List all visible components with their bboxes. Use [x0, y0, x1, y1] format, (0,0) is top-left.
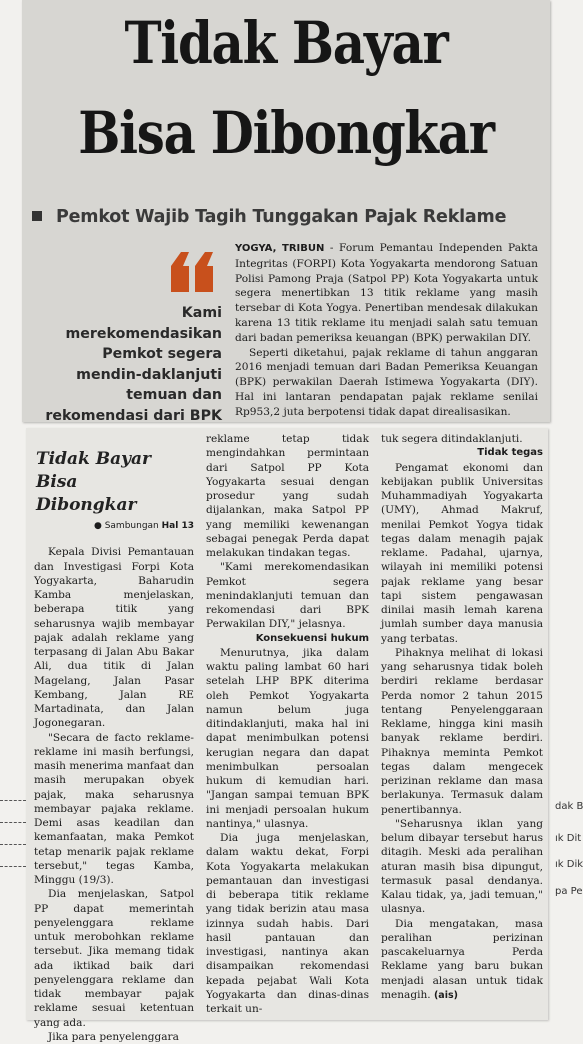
paragraph: Jika para penyelenggara: [48, 1030, 179, 1043]
lead-paragraphs: [235, 241, 538, 420]
paragraph: reklame tetap tidak mengindahkan permintaan dari Satpol PP Kota Yogyakarta sesuai dengan prosedur yang sudah dijalankan, maka Satpol PP yang memiliki kewenangan sebagai penegak Perda dapat melakukan tindakan tegas.: [206, 433, 369, 559]
paragraph: Menurutnya, jika dalam waktu paling lambat 60 hari setelah LHP BPK diterima oleh Pemkot Yogyakarta namun belum juga ditindaklanjuti, maka hal ini dapat menimbulkan potensi kerugian negara dan dapat menimbulkan persoalan hukum di kemudian hari. "Jangan sampai temuan BPK ini menjadi persoalan hukum nantinya," ulasnya.: [206, 646, 369, 830]
author-signoff: (ais): [433, 989, 458, 1001]
section-heading-konsekuensi: Konsekuensi hukum: [255, 632, 369, 644]
paragraph: "Kami merekomendasikan Pemkot segera menindaklanjuti temuan dan rekomendasi dari BPK Perwakilan DIY," jelasnya.: [206, 561, 369, 631]
paragraph: Dia mengatakan, masa peralihan perizinan pascakeluarnya Perda Reklame yang baru bukan menjadi alasan untuk tidak menagih. (ais): [381, 917, 543, 1001]
article-top-clipping: [22, 0, 550, 422]
quote-marks-icon: [167, 248, 219, 296]
article-continuation-clipping: [26, 428, 548, 1043]
edge-text-fragment: ık Dit: [555, 833, 582, 844]
paragraph: Kepala Divisi Pemantauan dan Investigasi Forpi Kota Yogyakarta, Baharudin Kamba menjelaskan, beberapa titik yang seharusnya wajib membayar pajak adalah reklame yang terpasang di Jalan Abu Bakar Ali, dua titik di Jalan Magelang, Jalan Pasar Kembang, Jalan RE Martadinata, dan Jalan Jogonegaran.: [34, 546, 194, 730]
column-2: [206, 432, 369, 1016]
edge-text-fragment: pa Pe: [555, 886, 583, 897]
subheadline: Pemkot Wajib Tagih Tunggakan Pajak Reklame: [32, 207, 506, 227]
paragraph: tuk segera ditindaklanjuti.: [381, 433, 523, 445]
column-1: [34, 434, 194, 1044]
edge-text-fragment: ık Dik: [555, 859, 583, 870]
bullet-dot-icon: ●: [93, 521, 102, 531]
paragraph: Dia menjelaskan, Satpol PP dapat memerintah penyelenggara reklame untuk merobohkan reklame tersebut. Jika memang tidak ada iktikad baik dari penyelenggara reklame dan tidak membayar pajak reklame sesuai ketentuan yang ada.: [34, 888, 194, 1029]
subhead-square-icon: [32, 211, 42, 221]
paragraph: Dia juga menjelaskan, dalam waktu dekat, Forpi Kota Yogyakarta melakukan pemantauan dan investigasi di beberapa titik reklame yang tidak berizin atau masa izinnya sudah habis. Dari hasil pantauan dan investigasi, nantinya akan disampaikan rekomendasi kepada pejabat Wali Kota Yogyakarta dan dinas-dinas terkait un-: [206, 832, 369, 1015]
divider: [0, 866, 26, 867]
pull-quote: Kami merekomendasikan Pemkot segera mendin-daklanjuti temuan dan rekomendasi dari BPK: [45, 305, 222, 424]
paragraph: Pihaknya melihat di lokasi yang seharusnya tidak boleh berdiri reklame berdasar Perda nomor 2 tahun 2015 tentang Penyelenggaraan Reklame, hingga kini masih banyak reklame berdiri. Pihaknya meminta Pemkot tegas dalam mengecek perizinan reklame dan masa berlakunya. Termasuk dalam penertibannya.: [381, 646, 543, 816]
edge-text-fragment: dak B: [555, 801, 583, 812]
paragraph: "Secara de facto reklame-reklame ini masih berfungsi, masih menerima manfaat dan masih merupakan obyek pajak, maka seharusnya membayar pajaka reklame. Demi asas keadilan dan kemanfaatan, maka Pemkot tetap menarik pajak reklame tersebut," tegas Kamba, Minggu (19/3).: [34, 731, 194, 886]
paragraph: "Seharusnya iklan yang belum dibayar tersebut harus ditagih. Meski ada peralihan aturan masih bisa dipungut, termasuk pasal dendanya. Kalau tidak, ya, jadi temuan," ulasnya.: [381, 817, 543, 916]
lead-paragraph-2: Seperti diketahui, pajak reklame di tahun anggaran 2016 menjadi temuan dari Badan Pemeriksa Keuangan (BPK) perwakilan Daerah Istimewa Yogyakarta (DIY). Hal ini lantaran pendapatan pajak reklame senilai Rp953,2 juta berpotensi tidak dapat direalisasikan.: [235, 346, 538, 418]
divider: [0, 800, 26, 801]
paragraph: Pengamat ekonomi dan kebijakan publik Universitas Muhammadiyah Yogyakarta (UMY), Ahmad Makruf, menilai Pemkot Yogya tidak tegas dalam menagih pajak reklame. Padahal, ujarnya, wilayah ini memiliki potensi pajak reklame yang besar tapi sistem pengawasan dinilai masih lemah karena jumlah sumber daya manusia yang terbatas.: [381, 461, 543, 645]
headline-line-1: Tidak Bayar: [124, 9, 448, 77]
dateline: YOGYA, TRIBUN: [235, 243, 325, 254]
continuation-title: Tidak Bayar Bisa Dibongkar: [36, 449, 151, 515]
divider: [0, 822, 26, 823]
section-heading-tidak-tegas: Tidak tegas: [477, 447, 543, 459]
lead-paragraph-1: YOGYA, TRIBUN - Forum Pemantau Independen Pakta Integritas (FORPI) Kota Yogyakarta mendorong Satuan Polisi Pamong Praja (Satpol PP) Kota Yogyakarta untuk segera menertibkan 13 titik reklame yang masih tersebar di Kota Yogya. Penertiban mendesak dilakukan karena 13 titik reklame itu menjadi salah satu temuan dari badan pemeriksa keuangan (BPK) perwakilan DIY.: [235, 242, 539, 344]
continuation-note: ● Sambungan Hal 13: [93, 521, 194, 531]
divider: [0, 844, 26, 845]
headline-line-2: Bisa Dibongkar: [78, 99, 494, 167]
column-3: [381, 432, 543, 1003]
